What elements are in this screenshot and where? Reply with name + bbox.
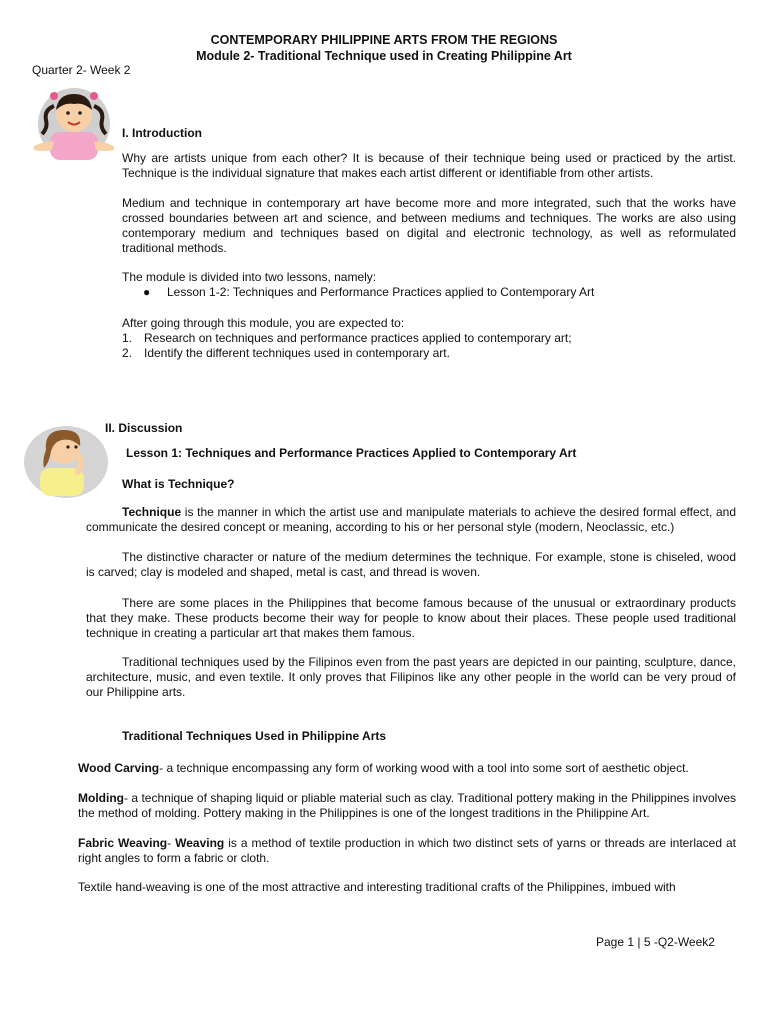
list-item: 2. Identify the different techniques used in contemporary art. [122,346,450,360]
document-title: CONTEMPORARY PHILIPPINE ARTS FROM THE REGIONS [210,33,558,47]
intro-paragraph-1: Why are artists unique from each other? It is because of their technique being used or practiced by the artist. Technique is the individual signature that makes each artist different or identifiable from other artists. [122,151,736,180]
thinking-girl-illustration [22,420,114,500]
discussion-heading: II. Discussion [105,421,183,435]
technique-paragraph: Technique is the manner in which the artist use and manipulate materials to achieve the desired formal effect, and communicate the desired concept or meaning, according to his or her personal style (modern, Neoclassic, etc.) [86,505,736,534]
places-paragraph: There are some places in the Philippines that become famous because of the unusual or extraordinary products that they make. These products become their way for people to know about their places. These people used traditional technique in creating a particular art that makes them famous. [86,596,736,640]
girl-illustration [28,80,120,162]
page-footer: Page 1 | 5 -Q2-Week2 [596,935,715,949]
textile-paragraph: Textile hand-weaving is one of the most attractive and interesting traditional crafts of the Philippines, imbued with [78,880,676,894]
document-subtitle: Module 2- Traditional Technique used in Creating Philippine Art [196,49,572,63]
intro-paragraph-3: The module is divided into two lessons, namely: [122,270,377,284]
intro-paragraph-2: Medium and technique in contemporary art have become more and more integrated, such that the works have crossed boundaries between art and science, and between mediums and techniques. The works are also using contemporary medium and techniques based on digital and electronic technology, as well as reformulated traditional methods. [122,196,736,255]
lesson-bullet-text: Lesson 1-2: Techniques and Performance Practices applied to Contemporary Art [167,285,595,299]
molding-paragraph: Molding- a technique of shaping liquid or pliable material such as clay. Traditional pottery making in the Philippines involves the method of molding. Pottery making in the Philippines is one of the longest traditions in the Philippine Art. [78,791,736,820]
intro-paragraph-4: After going through this module, you are expected to: [122,316,405,330]
lesson-bullet [143,285,594,300]
lesson-heading: Lesson 1: Techniques and Performance Practices Applied to Contemporary Art [126,446,577,460]
techniques-subheading: Traditional Techniques Used in Philippine Arts [122,729,387,743]
intro-heading: I. Introduction [122,126,202,140]
list-item: 1. Research on techniques and performance practices applied to contemporary art; [122,331,572,345]
objectives-list [122,331,736,361]
medium-paragraph: The distinctive character or nature of the medium determines the technique. For example, stone is chiseled, wood is carved; clay is modeled and shaped, metal is cast, and thread is woven. [86,550,736,579]
wood-carving-paragraph: Wood Carving- a technique encompassing any form of working wood with a tool into some sort of aesthetic object. [78,761,689,775]
bullet-icon: ● [143,285,151,299]
fabric-weaving-paragraph: Fabric Weaving- Weaving is a method of textile production in which two distinct sets of yarns or threads are interlaced at right angles to form a fabric or cloth. [78,836,737,865]
quarter-label: Quarter 2- Week 2 [32,63,131,77]
filipino-techniques-paragraph: Traditional techniques used by the Filipinos even from the past years are depicted in our painting, sculpture, dance, architecture, music, and even textile. It only proves that Filipinos like any other people in the world can be very proud of our Philippine arts. [86,655,736,699]
what-is-technique-heading: What is Technique? [122,477,235,491]
